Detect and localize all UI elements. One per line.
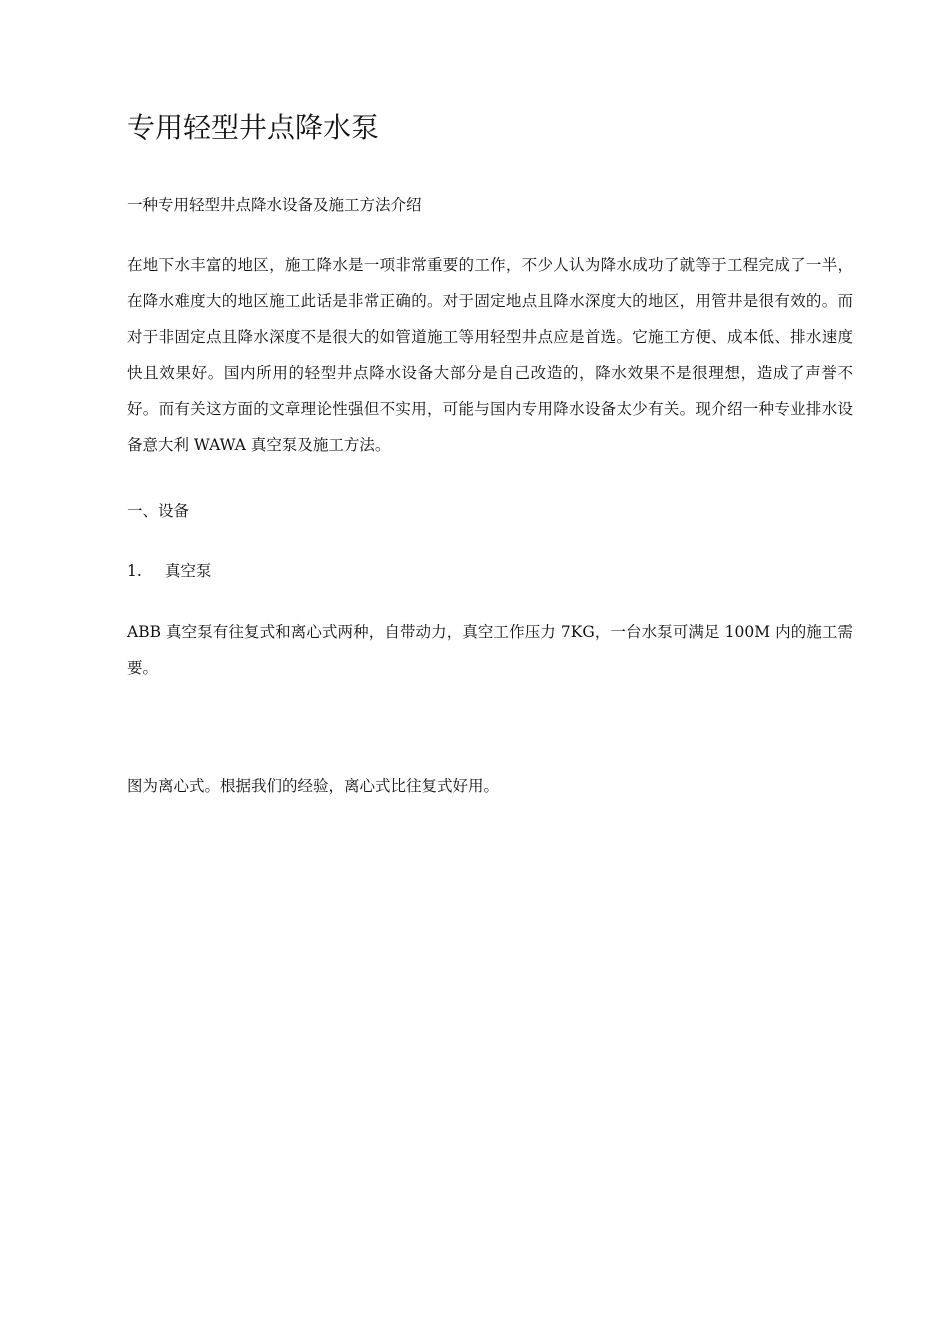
item-number: 1. — [127, 562, 142, 580]
item-heading-vacuum-pump — [127, 559, 212, 583]
section-heading-equipment: 一、设备 — [127, 502, 190, 520]
abb-pump-paragraph: ABB 真空泵有往复式和离心式两种，自带动力，真空工作压力 7KG，一台水泵可满足 100M 内的施工需要。 — [127, 623, 853, 677]
figure-caption: 图为离心式。根据我们的经验，离心式比往复式好用。 — [127, 777, 500, 795]
document-subtitle: 一种专用轻型井点降水设备及施工方法介绍 — [127, 196, 422, 214]
item-label: 真空泵 — [165, 562, 212, 580]
intro-paragraph: 在地下水丰富的地区，施工降水是一项非常重要的工作，不少人认为降水成功了就等于工程完成了一半，在降水难度大的地区施工此话是非常正确的。对于固定地点且降水深度大的地区，用管井是很有效的。而对于非固定点且降水深度不是很大的如管道施工等用轻型井点应是首选。它施工方便、成本低、排水速度快且效果好。国内所用的轻型井点降水设备大部分是自己改造的，降水效果不是很理想，造成了声誉不好。而有关这方面的文章理论性强但不实用，可能与国内专用降水设备太少有关。现介绍一种专业排水设备意大利 WAWA 真空泵及施工方法。 — [127, 256, 853, 454]
document-title: 专用轻型井点降水泵 — [127, 111, 380, 144]
